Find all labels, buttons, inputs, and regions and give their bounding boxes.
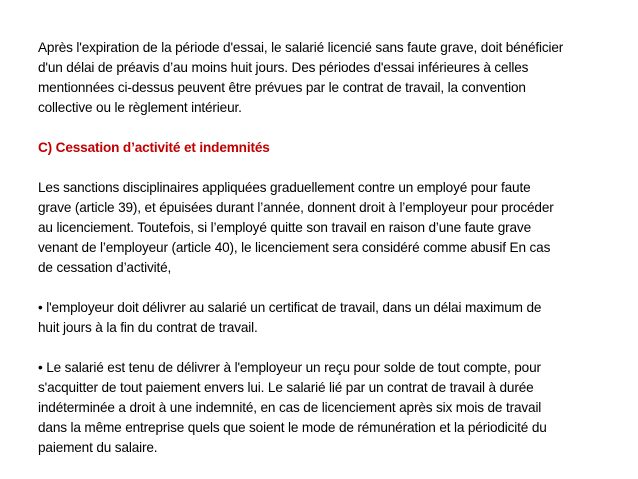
slide-body [38, 38, 628, 458]
text-line: collective ou le règlement intérieur. [38, 100, 242, 115]
text-line: huit jours à la fin du contrat de travail. [38, 320, 258, 335]
text-line: d'un délai de préavis d’au moins huit jours. Des périodes d'essai inférieures à celles [38, 60, 529, 75]
text-line: indéterminée a droit à une indemnité, en cas de licenciement après six mois de travail [38, 400, 542, 415]
spacer [38, 158, 628, 178]
paragraph-sanctions [38, 178, 628, 278]
text-line: s'acquitter de tout paiement envers lui. Le salarié lié par un contrat de travail à durée [38, 380, 534, 395]
bullet-work-certificate [38, 298, 628, 338]
paragraph-trial-period [38, 38, 628, 118]
text-line: venant de l’employeur (article 40), le licenciement sera considéré comme abusif En cas [38, 240, 551, 255]
section-heading: C) Cessation d’activité et indemnités [38, 140, 270, 155]
text-line: • l'employeur doit délivrer au salarié un certificat de travail, dans un délai maximum de [38, 300, 542, 315]
spacer [38, 278, 628, 298]
text-line: mentionnées ci-dessus peuvent être prévues par le contrat de travail, la convention [38, 80, 526, 95]
text-line: grave (article 39), et épuisées durant l’année, donnent droit à l’employeur pour procéder [38, 200, 554, 215]
text-line: au licenciement. Toutefois, si l’employé quitte son travail en raison d’une faute grave [38, 220, 531, 235]
spacer [38, 338, 628, 358]
text-line: Après l'expiration de la période d'essai, le salarié licencié sans faute grave, doit bénéficier [38, 40, 564, 55]
text-line: paiement du salaire. [38, 440, 158, 455]
text-line: Les sanctions disciplinaires appliquées graduellement contre un employé pour faute [38, 180, 531, 195]
text-line: de cessation d’activité, [38, 260, 172, 275]
text-line: dans la même entreprise quels que soient le mode de rémunération et la périodicité du [38, 420, 547, 435]
bullet-final-settlement [38, 358, 628, 458]
spacer [38, 118, 628, 138]
text-line: • Le salarié est tenu de délivrer à l'employeur un reçu pour solde de tout compte, pour [38, 360, 541, 375]
